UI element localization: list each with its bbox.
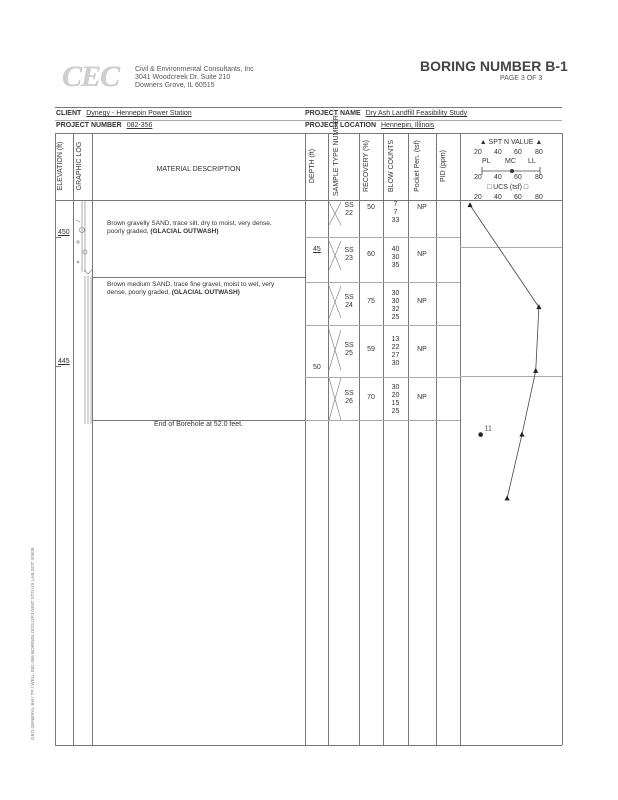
project-name-label: PROJECT NAME <box>305 110 361 117</box>
sample-number: 22 <box>345 210 353 217</box>
spt-tick: 60 <box>514 149 522 156</box>
sample-type: SS <box>344 202 354 209</box>
material-formation: (GLACIAL OUTWASH) <box>171 288 240 296</box>
sample-number: 26 <box>345 398 353 405</box>
elevation-label: 450 <box>58 229 70 236</box>
project-location-value: Hennepin, Illinois <box>381 122 435 129</box>
col-header-sample-type: SAMPLE TYPE NUMBER <box>333 115 340 196</box>
spt-plot <box>460 200 562 433</box>
sample-number: 24 <box>345 302 353 309</box>
sample-recovery: 70 <box>367 394 375 401</box>
spt-marker <box>467 202 472 207</box>
depth-label: 50 <box>313 364 321 371</box>
elevation-label: 445 <box>58 358 70 365</box>
blow-count: 25 <box>391 408 400 415</box>
sample-blows <box>383 290 408 322</box>
company-logo: CEC <box>62 60 120 93</box>
blow-count: 30 <box>391 360 400 367</box>
sample-recovery: 60 <box>367 251 375 258</box>
project-number-label: PROJECT NUMBER <box>56 122 122 129</box>
blow-count: 40 <box>391 246 400 253</box>
project-name-value: Dry Ash Landfill Feasibility Study <box>365 110 468 117</box>
sample-blows <box>383 201 408 225</box>
end-of-borehole-note: End of Borehole at 52.0 feet. <box>153 421 244 428</box>
sample-pocket-pen: NP <box>417 346 427 353</box>
ucs-title: □ UCS (tsf) □ <box>487 184 529 191</box>
sample-type: SS <box>344 294 354 301</box>
material-formation: (GLACIAL OUTWASH) <box>150 227 219 235</box>
blow-count: 13 <box>391 336 400 343</box>
table-top-border <box>55 133 562 134</box>
sample-blows <box>383 336 408 368</box>
moisture-content-label: 11 <box>484 425 492 433</box>
atterberg-ll: LL <box>528 158 536 165</box>
footer-file-path: GEO GENERAL BH / TP / WELL 082-356 BORINGLOGS.GPJ GINT STD US LAB.GDT 4/9/09 <box>30 547 35 740</box>
sample-pocket-pen: NP <box>417 251 427 258</box>
depth-label: 45 <box>313 246 321 253</box>
sample-pocket-pen: NP <box>417 204 427 211</box>
project-number-field <box>56 122 152 130</box>
company-address <box>135 66 254 90</box>
graphic-log <box>73 200 92 425</box>
spt-tick: 40 <box>494 149 502 156</box>
sample-recovery: 59 <box>367 346 375 353</box>
spt-marker <box>519 432 524 437</box>
sample-pocket-pen: NP <box>417 298 427 305</box>
company-name: Civil & Environmental Consultants, Inc <box>135 66 254 73</box>
blow-count: 35 <box>391 262 400 269</box>
project-location-field <box>305 122 434 130</box>
blow-count: 30 <box>391 290 400 297</box>
col-header-graphic-log: GRAPHIC LOG <box>76 141 83 191</box>
ucs-tick: 40 <box>494 194 502 201</box>
client-field <box>56 110 192 118</box>
client-label: CLIENT <box>56 110 82 117</box>
atterberg-scale-line <box>460 165 562 177</box>
blow-count: 20 <box>391 392 400 399</box>
company-city: Downers Grove, IL 60515 <box>135 82 215 89</box>
sample-type: SS <box>344 247 354 254</box>
client-value: Dynegy - Hennepin Power Station <box>86 110 192 117</box>
sample-number: 23 <box>345 255 353 262</box>
atterberg-tick: 20 <box>474 174 482 181</box>
spt-title: ▲ SPT N VALUE ▲ <box>479 139 543 146</box>
atterberg-tick: 80 <box>535 174 543 181</box>
blow-count: 22 <box>391 344 400 351</box>
blow-count: 7 <box>393 209 398 216</box>
blow-count: 32 <box>391 306 400 313</box>
atterberg-pl: PL <box>482 158 491 165</box>
material-text: Brown medium SAND, trace fine gravel, moist to wet, very dense, poorly graded, <box>107 281 275 296</box>
spt-marker <box>505 495 510 500</box>
spt-line <box>470 205 539 498</box>
material-description <box>107 220 287 235</box>
blow-count: 7 <box>393 201 398 208</box>
sample-number: 25 <box>345 350 353 357</box>
spt-tick: 80 <box>535 149 543 156</box>
project-location-label: PROJECT LOCATION <box>305 122 377 129</box>
blow-count: 27 <box>391 352 400 359</box>
sample-blows <box>383 384 408 416</box>
company-street: 3041 Woodcreek Dr. Suite 210 <box>135 74 231 81</box>
blow-count: 25 <box>391 314 400 321</box>
ucs-tick: 20 <box>474 194 482 201</box>
sample-pocket-pen: NP <box>417 394 427 401</box>
moisture-content-point <box>478 432 483 437</box>
header-divider <box>55 107 562 108</box>
spt-marker <box>533 368 538 373</box>
col-header-elevation: ELEVATION (ft) <box>57 141 64 191</box>
sample-type: SS <box>344 342 354 349</box>
col-header-pocket-pen: Pocket Pen. (tsf) <box>414 140 421 192</box>
blow-count: 30 <box>391 254 400 261</box>
sample-blows <box>383 246 408 270</box>
ucs-tick: 80 <box>535 194 543 201</box>
project-number-value: 082-356 <box>126 122 153 129</box>
project-name-field <box>305 110 467 118</box>
atterberg-mc: MC <box>505 158 516 165</box>
blow-count: 33 <box>391 217 400 224</box>
material-text: Brown gravelly SAND, trace silt, dry to moist, very dense, poorly graded, <box>107 220 272 235</box>
atterberg-tick: 60 <box>514 174 522 181</box>
ucs-tick: 60 <box>514 194 522 201</box>
material-description <box>107 281 287 296</box>
col-header-material: MATERIAL DESCRIPTION <box>156 166 241 173</box>
col-header-blow-counts: BLOW COUNTS <box>388 139 395 193</box>
page-number: PAGE 3 OF 3 <box>500 75 543 82</box>
boring-number: BORING NUMBER B-1 <box>420 58 568 74</box>
col-header-depth: DEPTH (ft) <box>309 148 316 184</box>
sample-recovery: 50 <box>367 204 375 211</box>
col-header-pid: PID (ppm) <box>440 150 447 182</box>
sample-type: SS <box>344 390 354 397</box>
table-bottom-border <box>55 745 562 746</box>
blow-count: 15 <box>391 400 400 407</box>
col-header-recovery: RECOVERY (%) <box>363 140 370 192</box>
spt-tick: 20 <box>474 149 482 156</box>
blow-count: 30 <box>391 298 400 305</box>
atterberg-tick: 40 <box>494 174 502 181</box>
sample-recovery: 75 <box>367 298 375 305</box>
blow-count: 30 <box>391 384 400 391</box>
